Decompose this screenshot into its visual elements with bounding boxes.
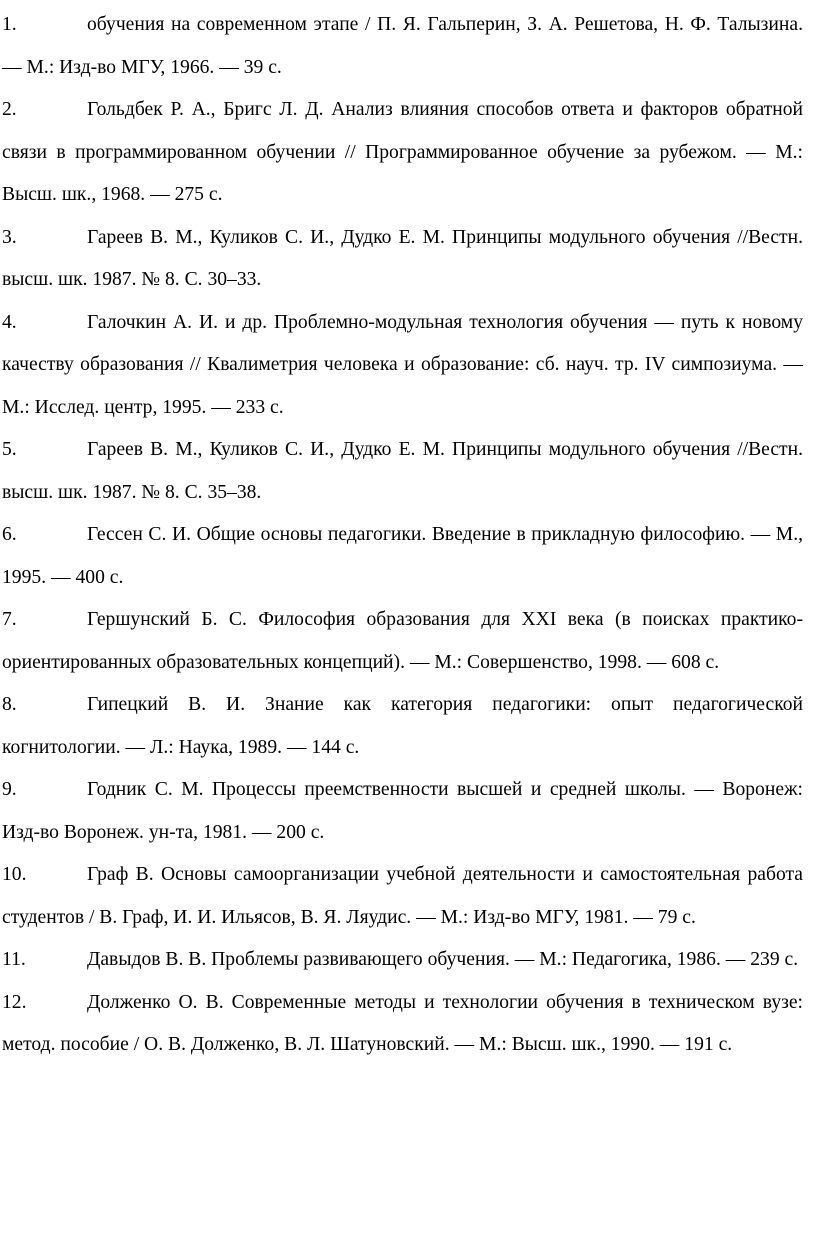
reference-number: 9. xyxy=(2,779,17,800)
reference-number: 3. xyxy=(2,226,17,248)
reference-number: 1. xyxy=(2,14,17,35)
reference-entry-12 xyxy=(2,982,803,1067)
reference-entry-10 xyxy=(2,854,803,939)
reference-entry-2 xyxy=(2,89,803,217)
reference-text: Гипецкий В. И. Знание как категория педагогики: опыт педагогической когнитологии. — Л.: Наука, 1989. — 144 с. xyxy=(2,694,803,758)
reference-number: 11. xyxy=(2,949,26,970)
reference-number: 2. xyxy=(2,99,17,120)
reference-list xyxy=(2,4,803,1067)
reference-text: Гареев В. М., Куликов С. И., Дудко Е. М. Принципы модульного обучения //Вестн. высш. шк. 1987. № 8. С. 35–38. xyxy=(2,439,803,503)
reference-number: 8. xyxy=(2,694,17,715)
reference-entry-3 xyxy=(2,217,803,302)
reference-number: 5. xyxy=(2,439,17,460)
reference-entry-8 xyxy=(2,684,803,769)
reference-number: 4. xyxy=(2,311,17,333)
reference-text: Долженко О. В. Современные методы и технологии обучения в техническом вузе: метод. пособие / О. В. Долженко, В. Л. Шатуновский. — М.: Высш. шк., 1990. — 191 с. xyxy=(2,991,803,1055)
reference-number: 6. xyxy=(2,524,17,545)
reference-entry-1 xyxy=(2,4,803,89)
reference-number: 12. xyxy=(2,991,27,1013)
reference-text: Гершунский Б. С. Философия образования для XXI века (в поисках практико-ориентированных образовательных концепций). — М.: Совершенство, 1998. — 608 с. xyxy=(2,609,803,673)
reference-text: Галочкин А. И. и др. Проблемно-модульная технология обучения — путь к новому качеству образования // Квалиметрия человека и образование: сб. науч. тр. IV симпозиума. — М.: Исслед. центр, 1995. — 233 с. xyxy=(2,311,803,418)
reference-number: 10. xyxy=(2,864,27,885)
reference-number: 7. xyxy=(2,609,17,630)
reference-entry-6 xyxy=(2,514,803,599)
reference-text: Гольдбек Р. А., Бригс Л. Д. Анализ влияния способов ответа и факторов обратной связи в программированном обучении // Программированное обучение за рубежом. — М.: Высш. шк., 1968. — 275 с. xyxy=(2,99,803,205)
reference-entry-7 xyxy=(2,599,803,684)
reference-entry-5 xyxy=(2,429,803,514)
reference-text: Гареев В. М., Куликов С. И., Дудко Е. М. Принципы модульного обучения //Вестн. высш. шк. 1987. № 8. С. 30–33. xyxy=(2,226,803,290)
reference-text: Годник С. М. Процессы преемственности высшей и средней школы. — Воронеж: Изд-во Воронеж. ун-та, 1981. — 200 с. xyxy=(2,779,803,843)
reference-text: Гессен С. И. Общие основы педагогики. Введение в прикладную философию. — М., 1995. — 400 с. xyxy=(2,524,803,588)
reference-text: Давыдов В. В. Проблемы развивающего обучения. — М.: Педагогика, 1986. — 239 с. xyxy=(87,949,799,970)
reference-entry-9 xyxy=(2,769,803,854)
reference-text: обучения на современном этапе / П. Я. Гальперин, З. А. Решетова, Н. Ф. Талызина. — М.: Изд-во МГУ, 1966. — 39 с. xyxy=(2,14,803,78)
reference-text: Граф В. Основы самоорганизации учебной деятельности и самостоятельная работа студентов / В. Граф, И. И. Ильясов, В. Я. Ляудис. — М.: Изд-во МГУ, 1981. — 79 с. xyxy=(2,864,803,928)
reference-entry-11 xyxy=(2,939,803,982)
reference-entry-4 xyxy=(2,302,803,430)
